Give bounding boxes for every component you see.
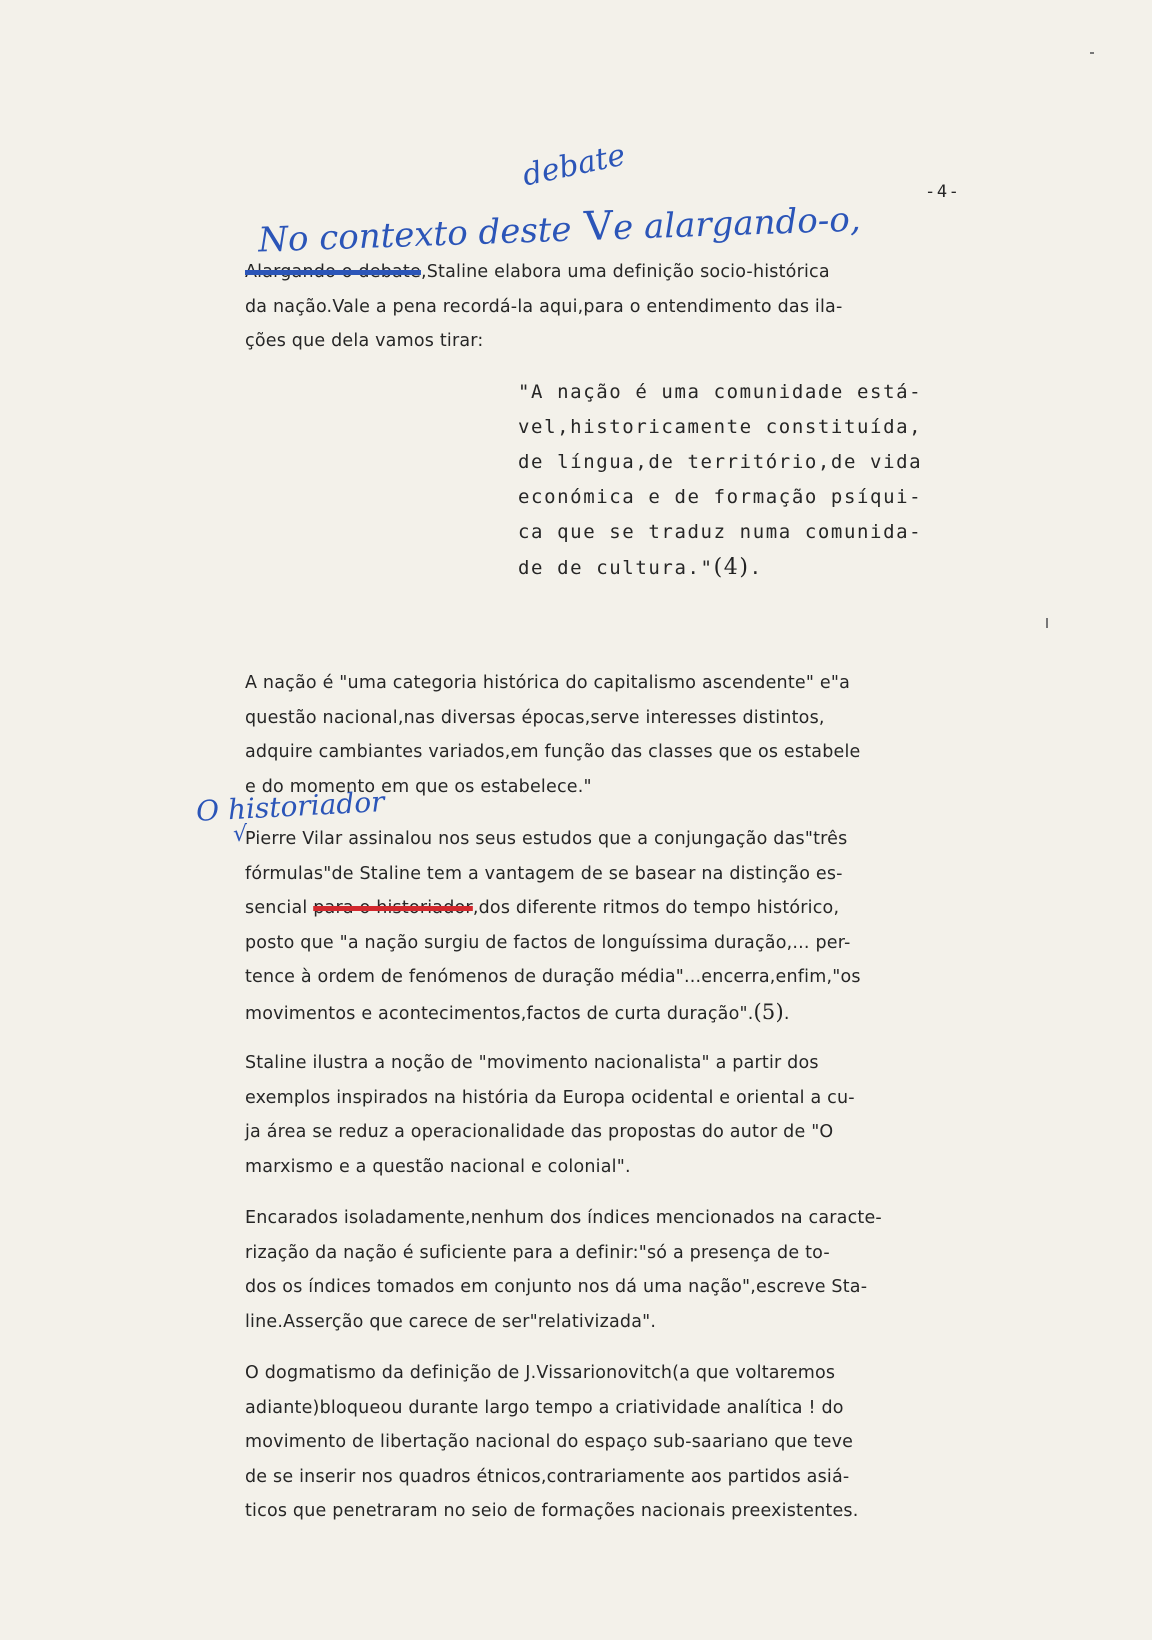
paragraph-5-line-4: line.Asserção que carece de ser"relativizada". <box>245 1311 657 1332</box>
handwritten-margin-note: O historiador <box>195 785 386 828</box>
paragraph-3-line-2: fórmulas"de Staline tem a vantagem de se basear na distinção es- <box>245 863 843 884</box>
paragraph-1-line-2: da nação.Vale a pena recordá-la aqui,para o entendimento das ila- <box>245 296 843 317</box>
paragraph-1-line-1: Alargando o debate,Staline elabora uma definição socio-histórica <box>245 262 830 282</box>
quote-line-6: de de cultura."(4). <box>518 555 763 580</box>
caret-insert-mark: V <box>570 203 614 251</box>
handwritten-insert-phrase <box>257 194 861 261</box>
paragraph-5-line-2: rização da nação é suficiente para a definir:"só a presença de to- <box>245 1242 830 1263</box>
quote-line-5: ca que se traduz numa comunida- <box>518 521 923 543</box>
paragraph-3-line-1: Pierre Vilar assinalou nos seus estudos que a conjungação das"três <box>245 829 848 849</box>
paragraph-1 <box>245 255 965 359</box>
paragraph-5-line-3: dos os índices tomados em conjunto nos dá uma nação",escreve Sta- <box>245 1277 868 1297</box>
paragraph-4-line-4: marxismo e a questão nacional e colonial". <box>245 1156 631 1177</box>
paragraph-3 <box>245 822 965 1029</box>
paragraph-3-line-3: sencial para o historiador,dos diferente ritmos do tempo histórico, <box>245 898 840 918</box>
paragraph-1-line-3: ções que dela vamos tirar: <box>245 331 484 351</box>
paragraph-4-line-2: exemplos inspirados na história da Europa ocidental e oriental a cu- <box>245 1087 855 1108</box>
struck-text-alargando: Alargando o debate <box>245 262 421 282</box>
block-quote <box>518 375 968 585</box>
paragraph-4-line-1: Staline ilustra a noção de "movimento nacionalista" a partir dos <box>245 1053 819 1073</box>
paragraph-6-line-4: de se inserir nos quadros étnicos,contrariamente aos partidos asiá- <box>245 1466 850 1487</box>
quote-line-4: económica e de formação psíqui- <box>518 486 923 508</box>
paragraph-2 <box>245 666 965 804</box>
handwritten-insert-word: debate <box>519 137 629 194</box>
paragraph-6-line-2: adiante)bloqueou durante largo tempo a criatividade analítica ! do <box>245 1397 844 1418</box>
paragraph-2-line-2: questão nacional,nas diversas épocas,serve interesses distintos, <box>245 707 825 728</box>
footnote-5: (5) <box>753 999 784 1024</box>
paragraph-5-line-1: Encarados isoladamente,nenhum dos índices mencionados na caracte- <box>245 1208 882 1228</box>
handwritten-insert-phrase-start: No contexto deste <box>257 209 573 261</box>
handwritten-insert-phrase-end: e alargando-o, <box>612 199 862 249</box>
paragraph-4-line-3: ja área se reduz a operacionalidade das propostas do autor de "O <box>245 1122 834 1142</box>
quote-line-1: "A nação é uma comunidade está- <box>518 381 923 403</box>
paragraph-5 <box>245 1201 965 1339</box>
paragraph-6-line-3: movimento de libertação nacional do espaço sub-saariano que teve <box>245 1432 854 1452</box>
paragraph-3-line-5: tence à ordem de fenómenos de duração média"...encerra,enfim,"os <box>245 967 861 987</box>
scan-speck <box>1090 52 1094 54</box>
paragraph-4 <box>245 1046 965 1184</box>
paragraph-6-line-5: ticos que penetraram no seio de formações nacionais preexistentes. <box>245 1501 859 1521</box>
quote-line-3: de língua,de território,de vida <box>518 451 923 473</box>
paragraph-6-line-1: O dogmatismo da definição de J.Vissarionovitch(a que voltaremos <box>245 1363 836 1383</box>
paragraph-6 <box>245 1356 965 1529</box>
paragraph-2-line-4: e do momento em que os estabelece." <box>245 776 592 797</box>
scan-speck <box>1046 618 1048 628</box>
page-number: -4- <box>925 182 961 202</box>
paragraph-2-line-3: adquire cambiantes variados,em função das classes que os estabele <box>245 742 861 762</box>
struck-text-para-o-historiador: para o historiador <box>313 898 473 918</box>
paragraph-3-line-4: posto que "a nação surgiu de factos de longuíssima duração,... per- <box>245 932 851 953</box>
paragraph-3-line-6: movimentos e acontecimentos,factos de curta duração".(5). <box>245 999 790 1024</box>
footnote-4: (4) <box>713 555 750 580</box>
paragraph-2-line-1: A nação é "uma categoria histórica do capitalismo ascendente" e"a <box>245 673 851 693</box>
quote-line-2: vel,historicamente constituída, <box>518 416 923 438</box>
insertion-caret-mark: √ <box>233 822 248 847</box>
